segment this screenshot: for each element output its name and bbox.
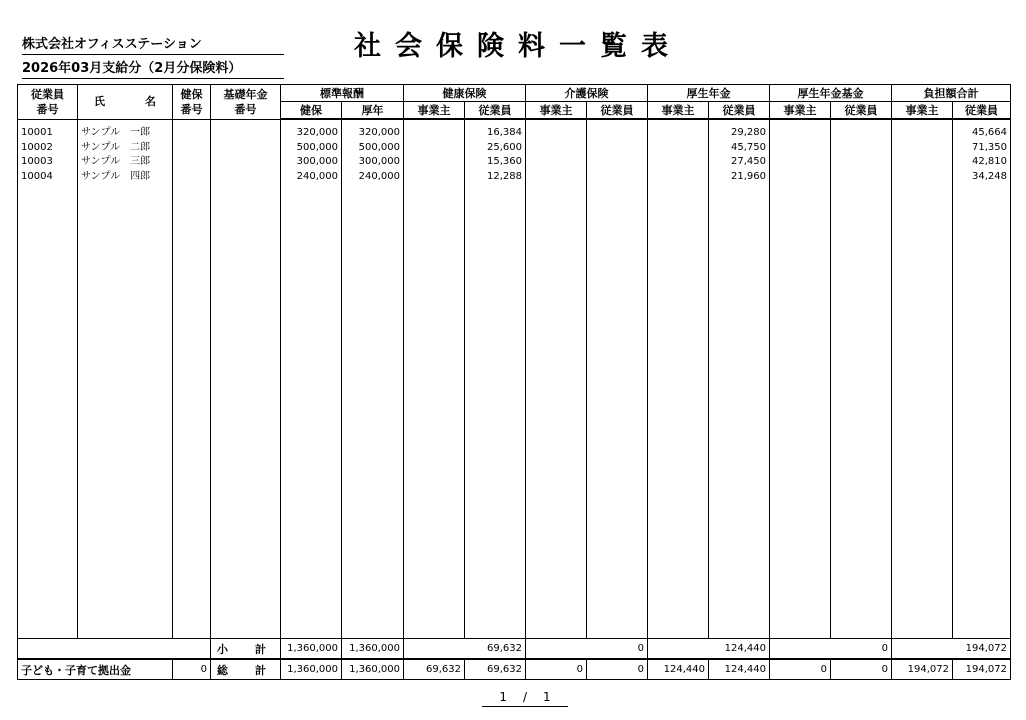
col-kenko: 健康保険 bbox=[404, 85, 526, 102]
subtotal-label: 小 計 bbox=[211, 639, 281, 660]
cell-kiso-no bbox=[211, 119, 281, 141]
col-hyojun-kosei: 厚年 bbox=[342, 102, 404, 120]
cell-kosei-employer bbox=[648, 141, 709, 156]
subtotal-kaigo-employee: 0 bbox=[587, 639, 648, 660]
cell-emp-name: サンプル 三郎 bbox=[78, 155, 173, 170]
cell-futan-employee: 45,664 bbox=[953, 119, 1011, 141]
cell-kosei-employee: 21,960 bbox=[709, 170, 770, 185]
cell-emp-no: 10002 bbox=[18, 141, 78, 156]
col-kenko-employer: 事業主 bbox=[404, 102, 465, 120]
col-hyojun-kenpo: 健保 bbox=[281, 102, 342, 120]
col-kiso-no: 基礎年金 番号 bbox=[211, 85, 281, 120]
cell-emp-no: 10001 bbox=[18, 119, 78, 141]
cell-kikin-employer bbox=[770, 155, 831, 170]
subtotal-hyojun-kenpo: 1,360,000 bbox=[281, 639, 342, 660]
cell-futan-employer bbox=[892, 141, 953, 156]
table-row bbox=[18, 141, 1011, 156]
cell-kenpo-no bbox=[173, 119, 211, 141]
insurance-table bbox=[17, 84, 1011, 680]
table-row bbox=[18, 170, 1011, 185]
total-futan-employer: 194,072 bbox=[892, 659, 953, 680]
cell-kaigo-employee bbox=[587, 170, 648, 185]
page-current: 1 bbox=[499, 690, 507, 704]
cell-hyojun-kosei: 320,000 bbox=[342, 119, 404, 141]
cell-kenko-employer bbox=[404, 155, 465, 170]
cell-hyojun-kosei: 300,000 bbox=[342, 155, 404, 170]
col-kosei: 厚生年金 bbox=[648, 85, 770, 102]
total-kaigo-employee: 0 bbox=[587, 659, 648, 680]
cell-kosei-employer bbox=[648, 155, 709, 170]
cell-kiso-no bbox=[211, 141, 281, 156]
cell-kikin-employee bbox=[831, 119, 892, 141]
cell-futan-employee: 71,350 bbox=[953, 141, 1011, 156]
col-name: 氏 名 bbox=[78, 85, 173, 120]
cell-hyojun-kenpo: 500,000 bbox=[281, 141, 342, 156]
subtotal-futan-employee: 194,072 bbox=[953, 639, 1011, 660]
cell-kikin-employer bbox=[770, 119, 831, 141]
col-hyojun: 標準報酬 bbox=[281, 85, 404, 102]
cell-futan-employer bbox=[892, 170, 953, 185]
col-emp-no: 従業員 番号 bbox=[18, 85, 78, 120]
cell-kaigo-employee bbox=[587, 119, 648, 141]
cell-kenko-employer bbox=[404, 119, 465, 141]
cell-kikin-employee bbox=[831, 141, 892, 156]
cell-kikin-employer bbox=[770, 141, 831, 156]
cell-futan-employer bbox=[892, 155, 953, 170]
cell-kenko-employee: 25,600 bbox=[465, 141, 526, 156]
cell-kosei-employer bbox=[648, 119, 709, 141]
total-kenko-employer: 69,632 bbox=[404, 659, 465, 680]
kodomo-value: 0 bbox=[173, 659, 211, 680]
cell-hyojun-kenpo: 240,000 bbox=[281, 170, 342, 185]
empty-space bbox=[18, 184, 1011, 639]
total-row bbox=[18, 659, 1011, 680]
col-futan-employer: 事業主 bbox=[892, 102, 953, 120]
col-futan: 負担額合計 bbox=[892, 85, 1011, 102]
subtotal-hyojun-kosei: 1,360,000 bbox=[342, 639, 404, 660]
total-kosei-employee: 124,440 bbox=[709, 659, 770, 680]
document-title: 社会保険料一覧表 bbox=[354, 31, 682, 62]
total-kosei-employer: 124,440 bbox=[648, 659, 709, 680]
total-label: 総 計 bbox=[211, 659, 281, 680]
subtotal-kenko-employee: 69,632 bbox=[465, 639, 526, 660]
cell-emp-no: 10003 bbox=[18, 155, 78, 170]
cell-kosei-employer bbox=[648, 170, 709, 185]
kodomo-label: 子ども・子育て拠出金 bbox=[18, 659, 173, 680]
total-kenko-employee: 69,632 bbox=[465, 659, 526, 680]
cell-futan-employee: 34,248 bbox=[953, 170, 1011, 185]
company-name: 株式会社オフィスステーション bbox=[22, 33, 284, 55]
cell-hyojun-kenpo: 320,000 bbox=[281, 119, 342, 141]
col-kikin-employee: 従業員 bbox=[831, 102, 892, 120]
page-total: 1 bbox=[543, 690, 551, 704]
cell-kenko-employer bbox=[404, 141, 465, 156]
col-kosei-employee: 従業員 bbox=[709, 102, 770, 120]
cell-kenko-employee: 15,360 bbox=[465, 155, 526, 170]
cell-futan-employer bbox=[892, 119, 953, 141]
cell-hyojun-kenpo: 300,000 bbox=[281, 155, 342, 170]
cell-kaigo-employee bbox=[587, 141, 648, 156]
page-indicator bbox=[482, 690, 568, 707]
cell-kikin-employer bbox=[770, 170, 831, 185]
col-futan-employee: 従業員 bbox=[953, 102, 1011, 120]
col-kikin-employer: 事業主 bbox=[770, 102, 831, 120]
cell-kaigo-employer bbox=[526, 141, 587, 156]
total-kikin-employee: 0 bbox=[831, 659, 892, 680]
cell-emp-no: 10004 bbox=[18, 170, 78, 185]
col-kenko-employee: 従業員 bbox=[465, 102, 526, 120]
total-hyojun-kosei: 1,360,000 bbox=[342, 659, 404, 680]
cell-kaigo-employer bbox=[526, 119, 587, 141]
page-separator: / bbox=[522, 690, 528, 704]
cell-emp-name: サンプル 四郎 bbox=[78, 170, 173, 185]
col-kenpo-no: 健保 番号 bbox=[173, 85, 211, 120]
cell-hyojun-kosei: 240,000 bbox=[342, 170, 404, 185]
subtotal-kikin-employee: 0 bbox=[831, 639, 892, 660]
cell-kaigo-employer bbox=[526, 155, 587, 170]
cell-kosei-employee: 29,280 bbox=[709, 119, 770, 141]
cell-kenpo-no bbox=[173, 170, 211, 185]
cell-kenko-employer bbox=[404, 170, 465, 185]
cell-kenko-employee: 12,288 bbox=[465, 170, 526, 185]
cell-kenpo-no bbox=[173, 155, 211, 170]
cell-emp-name: サンプル 二郎 bbox=[78, 141, 173, 156]
subtotal-kosei-employee: 124,440 bbox=[709, 639, 770, 660]
cell-kenko-employee: 16,384 bbox=[465, 119, 526, 141]
cell-kaigo-employer bbox=[526, 170, 587, 185]
cell-kosei-employee: 27,450 bbox=[709, 155, 770, 170]
cell-emp-name: サンプル 一郎 bbox=[78, 119, 173, 141]
cell-kenpo-no bbox=[173, 141, 211, 156]
col-kikin: 厚生年金基金 bbox=[770, 85, 892, 102]
cell-kosei-employee: 45,750 bbox=[709, 141, 770, 156]
cell-futan-employee: 42,810 bbox=[953, 155, 1011, 170]
cell-kaigo-employee bbox=[587, 155, 648, 170]
total-kaigo-employer: 0 bbox=[526, 659, 587, 680]
payment-period: 2026年03月支給分（2月分保険料） bbox=[22, 57, 284, 79]
total-futan-employee: 194,072 bbox=[953, 659, 1011, 680]
cell-kiso-no bbox=[211, 155, 281, 170]
col-kaigo-employer: 事業主 bbox=[526, 102, 587, 120]
cell-kiso-no bbox=[211, 170, 281, 185]
col-kaigo-employee: 従業員 bbox=[587, 102, 648, 120]
cell-kikin-employee bbox=[831, 170, 892, 185]
total-hyojun-kenpo: 1,360,000 bbox=[281, 659, 342, 680]
col-kosei-employer: 事業主 bbox=[648, 102, 709, 120]
cell-hyojun-kosei: 500,000 bbox=[342, 141, 404, 156]
table-row bbox=[18, 119, 1011, 141]
table-row bbox=[18, 155, 1011, 170]
total-kikin-employer: 0 bbox=[770, 659, 831, 680]
subtotal-row bbox=[18, 639, 1011, 660]
cell-kikin-employee bbox=[831, 155, 892, 170]
col-kaigo: 介護保険 bbox=[526, 85, 648, 102]
